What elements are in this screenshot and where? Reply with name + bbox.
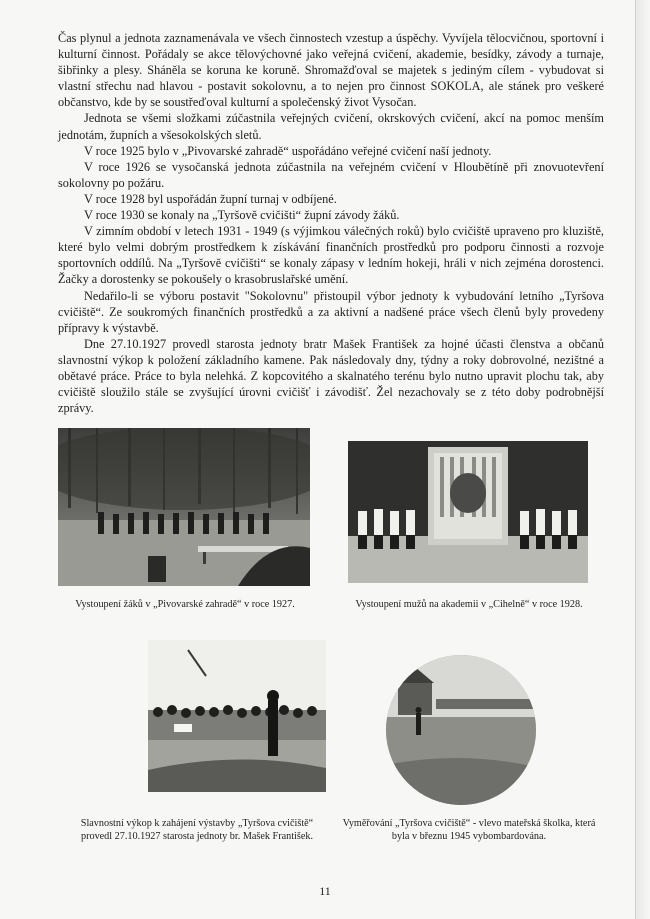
page-edge-shadow xyxy=(636,0,650,919)
photo-men-academy-caption: Vystoupení mužů na akademii v „Cihelně“ v roce 1928. xyxy=(355,599,583,610)
photo-men-academy xyxy=(348,441,588,583)
photo-surveying xyxy=(386,655,536,805)
photo-pupils-exercise-image xyxy=(58,428,310,586)
paragraph-1: Čas plynul a jednota zaznamenávala ve všech činnostech vzestup a úspěchy. Vyvíjela tělocvičnou, sportovní i kulturní činnost. Pořádaly se akce tělovýchovné jako veřejná cvičení, akademie, besídky, závody a turnaje, šibřinky a plesy. Sháněla se koruna ke koruně. Shromažďoval se majetek s jediným cílem - vybudovat si vlastní střechu nad hlavou - postavit sokolovnu, a to nejen pro činnost SOKOLA, ale stánek pro veškeré občanstvo, kde by se soustřeďoval kulturní a společenský život Vysočan. xyxy=(58,31,604,110)
photo-surveying-image xyxy=(386,655,536,805)
page-number: 11 xyxy=(319,884,331,898)
photo-groundbreaking xyxy=(148,640,326,792)
paragraph-3: V roce 1925 bylo v „Pivovarské zahradě“ uspořádáno veřejné cvičení naší jednoty. xyxy=(84,143,492,158)
paragraph-6: V roce 1930 se konaly na „Tyršově cvičišti“ župní závody žáků. xyxy=(84,208,400,223)
paragraph-5: V roce 1928 byl uspořádán župní turnaj v odbíjené. xyxy=(84,191,337,206)
photo-groundbreaking-image xyxy=(148,640,326,792)
paragraph-9: Dne 27.10.1927 provedl starosta jednoty bratr Mašek František za hojné účasti členstva a občanů slavnostní výkop k položení základního kamene. Pak následovaly dny, týdny a roky dobrovolné, nezištné a obětavé práce. Práce to byla nelehká. Z kopcovitého a skalnatého terénu bylo nutno upravit plochu tak, aby cvičiště sloužilo stále se zvyšující úrovni cvičišť i závodišť. Žel nezachovaly se z této doby podrobnější zprávy. xyxy=(58,336,604,416)
paragraph-4: V roce 1926 se vysočanská jednota zúčastnila na veřejném cvičení v Hloubětíně při znovuotevření sokolovny po požáru. xyxy=(58,159,604,190)
paragraph-8: Nedařilo-li se výboru postavit "Sokolovnu" přistoupil výbor jednoty k vybudování letního „Tyršova cvičiště“. Ze soukromých finančních prostředků a za aktivní a nadšené práce všech členů byly provedeny přípravy k výstavbě. xyxy=(58,288,604,335)
photo-groundbreaking-caption: Slavnostní výkop k zahájení výstavby „Tyršova cvičiště“ provedl 27.10.1927 starosta jednoty br. Mašek František. xyxy=(80,818,314,842)
photo-men-academy-image xyxy=(348,441,588,583)
photo-pupils-exercise-caption: Vystoupení žáků v „Pivovarské zahradě“ v roce 1927. xyxy=(75,599,295,610)
paragraph-2: Jednota se všemi složkami zúčastnila veřejných cvičení, okrskových cvičení, akcí na pomoc menším jednotám, župních a všesokolských sletů. xyxy=(58,111,604,142)
paragraph-7: V zimním období v letech 1931 - 1949 (s výjimkou válečných roků) bylo cvičiště upraveno pro kluziště, které bylo velmi dobrým prostředkem k získávání finančních prostředků pro podporu činnosti a rozvoje sportovních oddílů. Na „Tyršově cvičišti“ se konaly zápasy v ledním hokeji, hráli v nich zejména dorostenci. Žačky a dorostenky se pokoušely o krasobruslařské umění. xyxy=(58,224,604,287)
photo-surveying-caption: Vyměřování „Tyršova cvičiště“ - vlevo mateřská školka, která byla v březnu 1945 vybombardována. xyxy=(342,818,596,842)
article-text xyxy=(58,30,604,416)
photo-pupils-exercise xyxy=(58,428,310,586)
